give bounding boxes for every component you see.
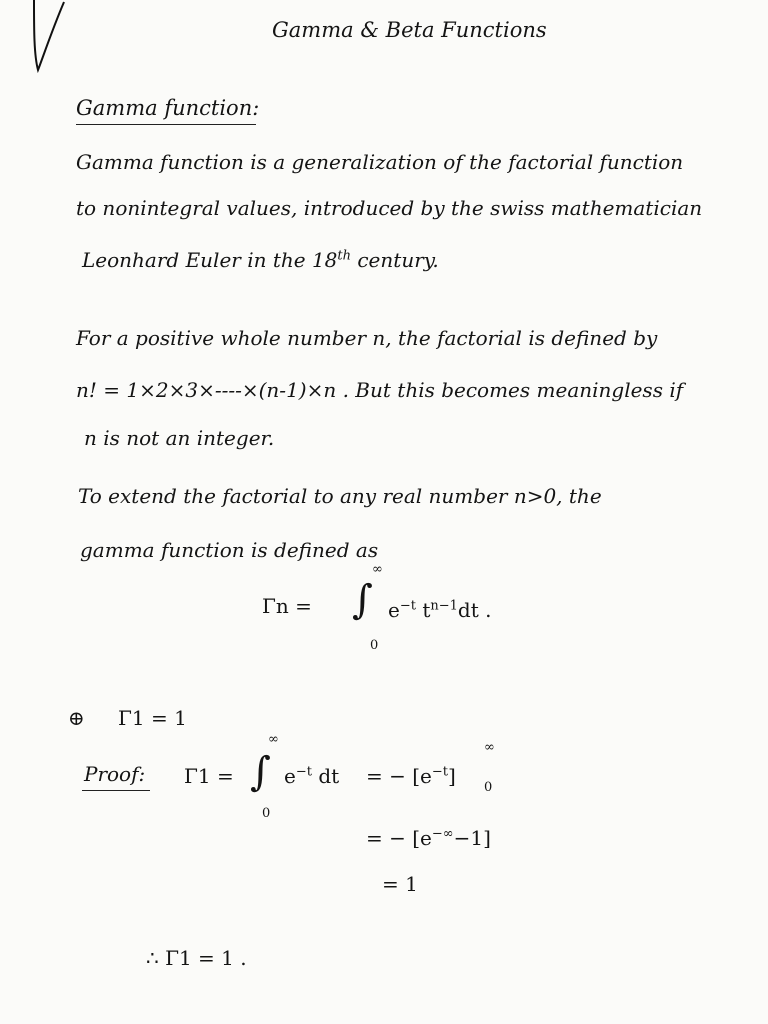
proof-eq-2 xyxy=(366,826,491,850)
conclusion: ∴ Γ1 = 1 . xyxy=(146,946,247,970)
eq1-lower: 0 xyxy=(484,780,493,795)
paragraph-line-1: Gamma function is a generalization of the factorial function xyxy=(76,150,684,174)
proof-lower-limit: 0 xyxy=(262,806,271,821)
paragraph-line-6: n is not an integer. xyxy=(84,426,275,450)
p3-text-a: Leonhard Euler in the 18 xyxy=(82,248,338,272)
claim-marker: ⊕ xyxy=(68,706,85,730)
definition-upper-limit: ∞ xyxy=(372,562,383,577)
proof-label: Proof: xyxy=(84,762,146,786)
integrand-tail: dt . xyxy=(457,598,492,622)
proof-underline xyxy=(82,790,150,791)
paragraph-line-5: n! = 1×2×3×----×(n-1)×n . But this becomes meaningless if xyxy=(76,378,684,402)
margin-mark xyxy=(28,0,68,80)
section-heading: Gamma function: xyxy=(76,96,260,120)
proof-exp: −t xyxy=(295,764,312,780)
eq1-b: ] xyxy=(448,764,456,788)
definition-lhs: Γn = xyxy=(262,594,312,618)
eq1-exp: −t xyxy=(431,764,448,780)
proof-integral-sign: ∫ xyxy=(250,749,271,795)
p3-text-b: century. xyxy=(351,248,439,272)
definition-integral-sign: ∫ xyxy=(352,577,373,623)
integrand-exp-1: −t xyxy=(399,598,416,614)
eq1-a: = − [e xyxy=(366,764,432,788)
integrand-t: t xyxy=(422,598,431,622)
proof-upper-limit: ∞ xyxy=(268,732,279,747)
definition-integrand xyxy=(388,598,491,622)
eq2-b: −1] xyxy=(453,826,491,850)
proof-lhs: Γ1 = xyxy=(184,764,234,788)
proof-tail: dt xyxy=(318,764,340,788)
integrand-base: e xyxy=(388,598,400,622)
p3-superscript: th xyxy=(337,248,351,264)
eq2-a: = − [e xyxy=(366,826,432,850)
proof-eq-3: = 1 xyxy=(382,872,418,896)
proof-eq-1 xyxy=(366,764,456,788)
paragraph-line-2: to nonintegral values, introduced by the swiss mathematician xyxy=(76,196,703,220)
eq1-upper: ∞ xyxy=(484,740,495,755)
paragraph-line-4: For a positive whole number n, the factorial is defined by xyxy=(76,326,658,350)
claim-text: Γ1 = 1 xyxy=(118,706,187,730)
page-title: Gamma & Beta Functions xyxy=(272,18,547,42)
paragraph-line-3 xyxy=(82,248,439,272)
paragraph-line-8: gamma function is defined as xyxy=(80,538,379,562)
integrand-exp-2: n−1 xyxy=(430,598,458,614)
heading-underline xyxy=(76,124,256,125)
proof-base: e xyxy=(284,764,296,788)
paragraph-line-7: To extend the factorial to any real number n>0, the xyxy=(78,484,602,508)
definition-lower-limit: 0 xyxy=(370,638,379,653)
eq2-exp: −∞ xyxy=(431,826,454,842)
proof-integrand xyxy=(284,764,339,788)
